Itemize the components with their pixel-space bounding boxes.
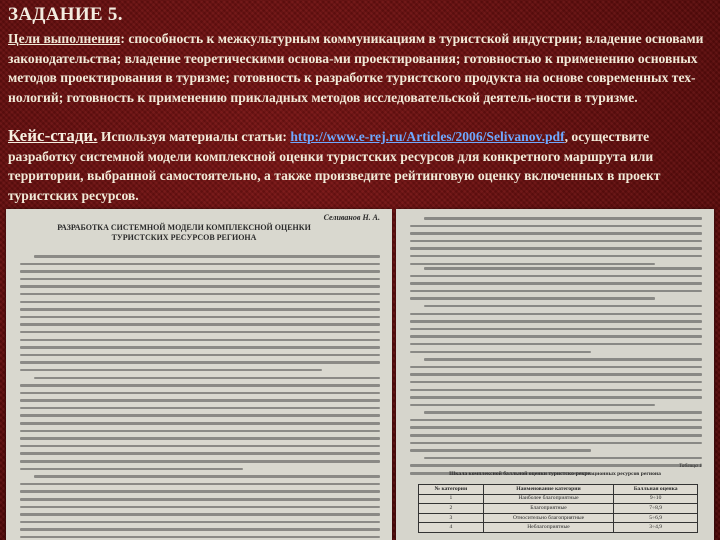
table-cell: 4: [419, 523, 484, 533]
table-cell: 1: [419, 494, 484, 504]
goals-label: Цели выполнения: [8, 31, 121, 46]
article-text-block-right: [410, 267, 702, 480]
article-author: Селиванов Н. А.: [323, 213, 380, 222]
table-row: [419, 494, 698, 504]
goals-text: : способность к межкультурным коммуникациям в туристской индустрии; владение основами законодательства; владение теоретическими основа-ми проектирования; готовностью к применению основных методов проектирования в туризме; готовность к разработке туристского продукта на основе современных тех-нологий; готовность к применению прикладных методов исследовательской деятель-ности в туризме.: [8, 31, 704, 105]
table-cell: Благоприятные: [483, 504, 614, 514]
table-header-cell: Наименование категории: [483, 485, 614, 495]
case-study-text: , осуществите разработку системной модели комплексной оценки туристских ресурсов для конкретного маршрута или территории, выбранной самостоятельно, а также произведите рейтинговую оценку включенных в проект туристских ресурсов.: [8, 129, 661, 203]
article-intro-block: [410, 217, 702, 270]
table-cell: Относительно благоприятные: [483, 513, 614, 523]
table-cell: Наиболее благоприятные: [483, 494, 614, 504]
table-cell: 9÷10: [614, 494, 698, 504]
table-cell: Неблагоприятные: [483, 523, 614, 533]
case-study-intro: Используя материалы статьи:: [97, 129, 291, 144]
article-link[interactable]: http://www.e-rej.ru/Articles/2006/Selivanov.pdf: [290, 129, 565, 144]
case-study-label: Кейс-стади.: [8, 126, 98, 145]
rating-scale-table: [418, 484, 698, 533]
case-study-paragraph: [8, 126, 714, 205]
table-cell: 3: [419, 513, 484, 523]
table-cell: 5÷6,9: [614, 513, 698, 523]
table-header-cell: Балльная оценка: [614, 485, 698, 495]
table-cell: 3÷4,9: [614, 523, 698, 533]
table-number: Таблица 1: [678, 463, 702, 469]
table-cell: 2: [419, 504, 484, 514]
table-row: [419, 504, 698, 514]
goals-paragraph: [8, 29, 714, 107]
table-cell: 7÷8,9: [614, 504, 698, 514]
table-header-cell: № категории: [419, 485, 484, 495]
table-row: [419, 513, 698, 523]
article-scan-left: [6, 209, 392, 540]
slide-title: ЗАДАНИЕ 5.: [8, 4, 123, 25]
table-header-row: [419, 485, 698, 495]
article-text-block: [20, 255, 380, 540]
table-caption: Шкала комплексной балльной оценки туристско-рекреационных ресурсов региона: [449, 471, 661, 477]
article-scan-right: [396, 209, 714, 540]
table-row: [419, 523, 698, 533]
article-heading: РАЗРАБОТКА СИСТЕМНОЙ МОДЕЛИ КОМПЛЕКСНОЙ ОЦЕНКИ ТУРИСТСКИХ РЕСУРСОВ РЕГИОНА: [57, 223, 311, 242]
